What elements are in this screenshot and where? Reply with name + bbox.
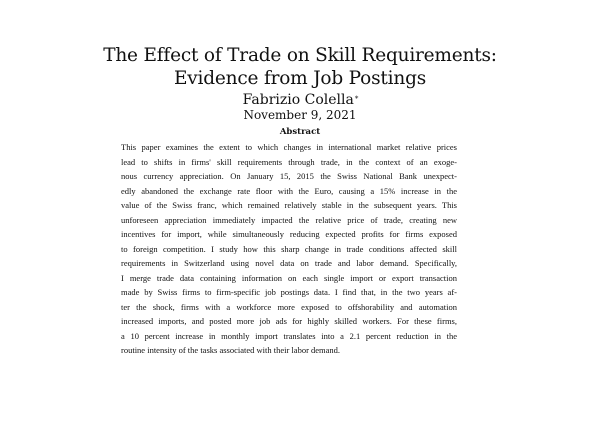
- abstract-line: unforeseen appreciation immediately impacted the relative price of trade, creating new: [121, 214, 457, 225]
- author-name-text: Fabrizio Colella: [242, 92, 354, 108]
- abstract-line: incentives for import, while simultaneously reducing expected profits for firms exposed: [121, 229, 457, 239]
- author-footnote-mark: *: [354, 95, 359, 103]
- abstract-body: [121, 140, 457, 358]
- abstract-line: made by Swiss firms to firm-specific job postings data. I find that, in the two years af-: [121, 287, 457, 297]
- abstract-line: I merge trade data containing information on each single import or export transaction: [121, 272, 457, 283]
- author-name: [150, 92, 450, 108]
- abstract-line: edly abandoned the exchange rate floor with the Euro, causing a 15% increase in the: [121, 185, 457, 196]
- title-line-1: The Effect of Trade on Skill Requirements:: [103, 45, 497, 66]
- abstract-line: routine intensity of the tasks associated with their labor demand.: [121, 345, 341, 355]
- paper-title: [90, 44, 510, 90]
- abstract-line: This paper examines the extent to which changes in international market relative prices: [121, 142, 457, 152]
- abstract-line: requirements in Switzerland using novel data on trade and labor demand. Specifically,: [121, 258, 457, 268]
- publication-date: November 9, 2021: [243, 108, 357, 122]
- abstract-line: ter the shock, firms with a workforce more exposed to offshorability and automation: [121, 301, 457, 312]
- abstract-line: lead to shifts in firms' skill requirements through trade, in the context of an exoge-: [121, 156, 457, 167]
- abstract-line: a 10 percent increase in monthly import translates into a 2.1 percent reduction in the: [121, 330, 457, 341]
- abstract-heading: Abstract: [279, 127, 321, 137]
- abstract-line: increased imports, and posted more job ads for highly skilled workers. For these firms,: [121, 316, 457, 326]
- abstract-line: value of the Swiss franc, which remained relatively stable in the subsequent years. This: [121, 200, 457, 210]
- abstract-line: nous currency appreciation. On January 15, 2015 the Swiss National Bank unexpect-: [121, 171, 457, 181]
- abstract-line: to foreign competition. I study how this sharp change in trade conditions affected skill: [121, 243, 457, 254]
- title-line-2: Evidence from Job Postings: [173, 68, 427, 89]
